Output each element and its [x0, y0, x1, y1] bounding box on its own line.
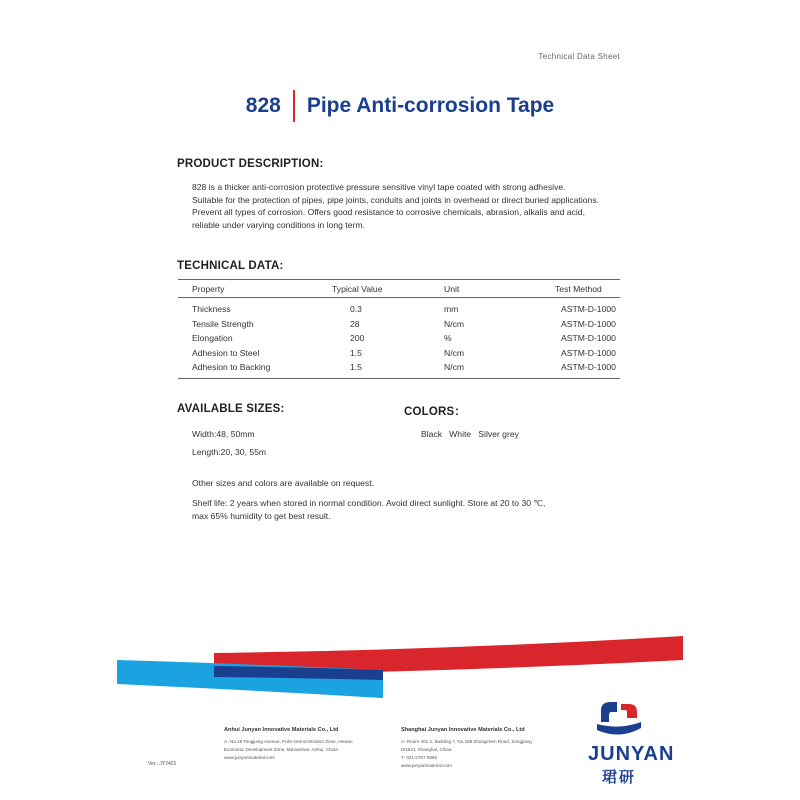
table-cell: N/cm: [444, 347, 465, 358]
description-line: reliable under varying conditions in long term.: [192, 219, 365, 230]
table-cell: Elongation: [192, 333, 233, 344]
product-name: Pipe Anti-corrosion Tape: [306, 94, 555, 117]
table-cell: 1.5: [332, 360, 444, 378]
table-cell: 28: [350, 318, 360, 329]
version-label: Ver.: JY2401: [148, 761, 177, 767]
logo-wordmark: JUNYAN: [588, 743, 675, 765]
table-cell: ASTM-D-1000: [561, 347, 616, 358]
company-shanghai: [401, 727, 532, 770]
junyan-logo: [588, 700, 675, 787]
column-header: Test Method: [541, 280, 620, 298]
logo-mark-icon: [595, 700, 643, 740]
phone-line: T- 021 5767 0865: [401, 755, 438, 760]
table-row: [178, 360, 620, 378]
title-divider: [293, 90, 295, 122]
size-length: Length:20, 30, 55m: [192, 447, 267, 457]
size-width: Width:48, 50mm: [192, 429, 255, 439]
column-header: Typical Value: [332, 280, 444, 298]
table-cell: 0.3: [350, 304, 362, 315]
sheet-label: Technical Data Sheet: [538, 52, 620, 61]
colors-values: Black White Silver grey: [421, 429, 519, 439]
table-cell: Thickness: [192, 304, 231, 315]
technical-table: [178, 279, 620, 379]
description-body: [192, 181, 632, 231]
table-row: [178, 317, 620, 332]
table-cell: N/cm: [444, 318, 465, 329]
technical-table-wrap: [178, 279, 620, 379]
table-cell: Adhesion to Steel: [192, 347, 260, 358]
description-heading: PRODUCT DESCRIPTION:: [177, 158, 324, 170]
company-address: [401, 738, 532, 770]
shelf-life-line: Shelf life: 2 years when stored in normal condition. Avoid direct sunlight. Store at 20 to 30 ℃,: [192, 498, 546, 508]
company-name: Shanghai Junyan Innovative Materials Co., Ltd: [401, 727, 525, 733]
table-cell: N/cm: [444, 360, 541, 378]
company-name: Anhui Junyan Innovative Materials Co., Ltd: [224, 727, 339, 733]
address-line: Economic Development Zone, Ma'anshan, Anhui, China: [224, 747, 338, 752]
table-cell: Tensile Strength: [192, 318, 254, 329]
column-header: Unit: [444, 280, 541, 298]
table-cell: ASTM-D-1000: [561, 304, 616, 315]
company-anhui: [224, 727, 353, 762]
logo-chinese-name: 珺研: [601, 769, 636, 786]
shelf-life-note: [192, 497, 545, 523]
description-line: Suitable for the protection of pipes, pipe joints, conduits and joints in overhead or direct buried applications.: [192, 194, 600, 205]
page-title: [0, 90, 800, 122]
technical-heading: TECHNICAL DATA:: [177, 260, 284, 272]
website-link[interactable]: www.junyanmaterial.com: [401, 763, 452, 768]
other-sizes-note: Other sizes and colors are available on request.: [192, 478, 375, 488]
table-header-row: [178, 280, 620, 298]
address-line: A- Room 401-1, Building 7, No.188 Zhongchen Road, Songjiang: [401, 739, 532, 744]
decorative-swoosh: [0, 620, 800, 710]
table-row: [178, 331, 620, 346]
website-link[interactable]: www.junyanmaterial.com: [224, 755, 275, 760]
address-line: A- No.18 Tongjiang Avenue, Puhe Demonstration Zone, Hexian: [224, 739, 353, 744]
table-row: [178, 346, 620, 361]
description-line: 828 is a thicker anti-corrosion protective pressure sensitive vinyl tape coated with strong adhesive.: [192, 182, 566, 192]
table-cell: ASTM-D-1000: [541, 360, 620, 378]
colors-heading: COLORS：: [404, 406, 467, 418]
table-cell: mm: [444, 304, 459, 315]
description-line: Prevent all types of corrosion. Offers good resistance to corrosive chemicals, abrasion, alkalis and acid,: [192, 207, 585, 218]
table-cell: %: [444, 333, 452, 344]
table-cell: 200: [350, 333, 365, 344]
table-cell: 1.5: [350, 347, 362, 358]
product-number: 828: [245, 94, 281, 117]
sizes-heading: AVAILABLE SIZES:: [177, 403, 285, 415]
shelf-life-line: max 65% humidity to get best result.: [192, 511, 331, 521]
table-cell: ASTM-D-1000: [561, 333, 616, 344]
table-cell: Adhesion to Backing: [178, 360, 332, 378]
table-cell: ASTM-D-1000: [561, 318, 616, 329]
table-row: [178, 298, 620, 317]
company-address: [224, 738, 353, 762]
address-line: District, Shanghai, China: [401, 747, 452, 752]
column-header: Property: [178, 280, 332, 298]
